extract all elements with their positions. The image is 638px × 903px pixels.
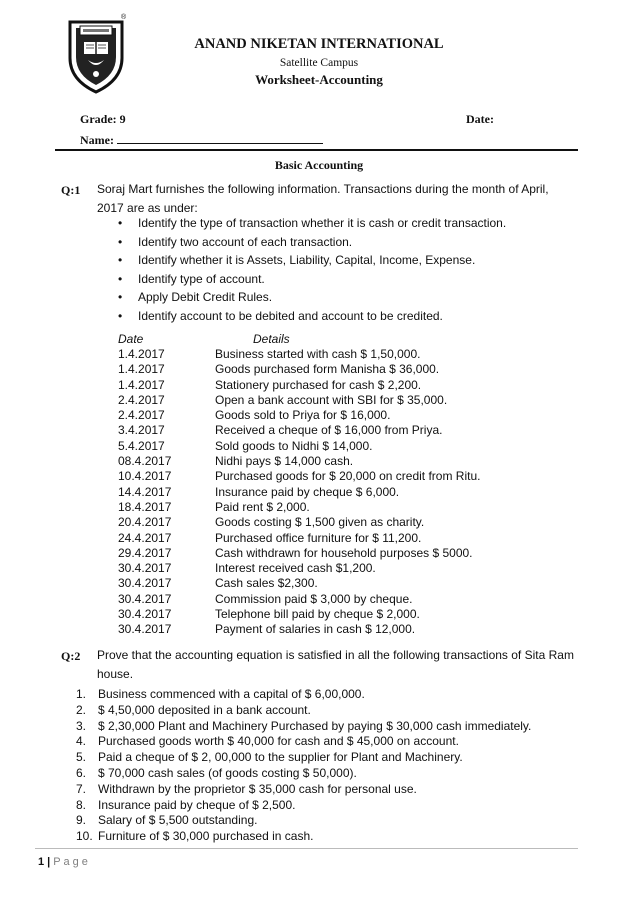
list-item: 1. Business commenced with a capital of $ 6,00,000.: [76, 687, 365, 701]
table-row: 20.4.2017 Goods costing $ 1,500 given as charity.: [118, 515, 425, 530]
bullet-marker: •: [118, 253, 123, 267]
table-row: 1.4.2017 Goods purchased form Manisha $ 36,000.: [118, 362, 440, 377]
col-date-header: Date: [118, 332, 144, 346]
list-item: 3. $ 2,30,000 Plant and Machinery Purchased by paying $ 30,000 cash immediately.: [76, 718, 532, 733]
q2-text: Prove that the accounting equation is satisfied in all the following transactions of Sita Ram house.: [97, 648, 574, 681]
table-row: 30.4.2017 Payment of salaries in cash $ 12,000.: [118, 622, 416, 637]
q1-label: Q:1: [61, 183, 81, 197]
section-title: Basic Accounting: [274, 158, 364, 172]
q1-instructions: [118, 214, 506, 325]
list-item: 9. Salary of $ 5,500 outstanding.: [76, 813, 258, 828]
q2-transactions-list: [76, 687, 531, 845]
table-row: 30.4.2017 Commission paid $ 3,000 by cheque.: [118, 591, 413, 606]
name-label: Name:: [80, 133, 114, 147]
table-row: 08.4.2017 Nidhi pays $ 14,000 cash.: [118, 454, 354, 469]
school-name: ANAND NIKETAN INTERNATIONAL: [194, 36, 444, 52]
transactions-table: [118, 347, 481, 638]
list-item: 10. Furniture of $ 30,000 purchased in cash.: [76, 829, 314, 844]
transactions-header: [118, 332, 290, 346]
bullet-marker: •: [118, 308, 123, 323]
list-item: 8. Insurance paid by cheque of $ 2,500.: [76, 797, 296, 812]
table-row: 1.4.2017 Business started with cash $ 1,50,000.: [118, 347, 421, 361]
table-row: 30.4.2017 Telephone bill paid by cheque $ 2,000.: [118, 607, 420, 622]
q1-text: Soraj Mart furnishes the following information. Transactions during the month of April, 2017 are as under:: [97, 182, 549, 215]
table-row: 3.4.2017 Received a cheque of $ 16,000 from Priya.: [118, 423, 443, 438]
table-row: 2.4.2017 Goods sold to Priya for $ 16,000.: [118, 408, 391, 423]
list-item: 7. Withdrawn by the proprietor $ 35,000 cash for personal use.: [76, 781, 417, 796]
footer-divider: [35, 848, 578, 849]
instruction-item: • Identify account to be debited and account to be credited.: [118, 307, 506, 326]
table-row: 1.4.2017 Stationery purchased for cash $ 2,200.: [118, 377, 422, 392]
list-item: 6. $ 70,000 cash sales (of goods costing $ 50,000).: [76, 765, 357, 780]
instruction-item: • Identify the type of transaction whether it is cash or credit transaction.: [118, 214, 506, 233]
list-item: 2. $ 4,50,000 deposited in a bank account.: [76, 702, 311, 717]
page-number: 1: [38, 856, 45, 868]
instruction-item: • Identify two account of each transaction.: [118, 233, 506, 252]
table-row: 5.4.2017 Sold goods to Nidhi $ 14,000.: [118, 438, 373, 453]
grade-label: Grade: 9: [80, 112, 126, 126]
campus-name: Satellite Campus: [279, 57, 359, 69]
bullet-marker: •: [118, 271, 123, 286]
bullet-marker: •: [118, 216, 123, 230]
table-row: 18.4.2017 Paid rent $ 2,000.: [118, 499, 310, 514]
date-label: Date:: [466, 112, 494, 126]
header-divider: [55, 149, 578, 151]
table-row: 29.4.2017 Cash withdrawn for household purposes $ 5000.: [118, 545, 473, 560]
page-footer: [38, 856, 91, 868]
table-row: 10.4.2017 Purchased goods for $ 20,000 on credit from Ritu.: [118, 469, 481, 484]
footer-separator: |: [47, 856, 51, 868]
instruction-item: • Identify whether it is Assets, Liability, Capital, Income, Expense.: [118, 251, 506, 270]
worksheet-title: Worksheet-Accounting: [255, 72, 383, 87]
instruction-item: • Apply Debit Credit Rules.: [118, 288, 506, 307]
list-item: 5. Paid a cheque of $ 2, 00,000 to the supplier for Plant and Machinery.: [76, 750, 463, 765]
table-row: 2.4.2017 Open a bank account with SBI for $ 35,000.: [118, 392, 448, 407]
instruction-item: • Identify type of account.: [118, 270, 506, 289]
page-word: Page: [53, 856, 91, 868]
col-details-header: Details: [253, 332, 290, 346]
bullet-marker: •: [118, 234, 123, 249]
q2-label: Q:2: [61, 649, 81, 663]
table-row: 30.4.2017 Interest received cash $1,200.: [118, 561, 376, 576]
table-row: 30.4.2017 Cash sales $2,300.: [118, 576, 318, 591]
table-row: 24.4.2017 Purchased office furniture for $ 11,200.: [118, 530, 422, 545]
table-row: 14.4.2017 Insurance paid by cheque $ 6,000.: [118, 484, 400, 499]
list-item: 4. Purchased goods worth $ 40,000 for cash and $ 45,000 on account.: [76, 734, 459, 749]
name-field: [80, 133, 323, 148]
name-blank-line: [117, 133, 323, 144]
registered-mark: ®: [121, 14, 127, 21]
bullet-marker: •: [118, 290, 123, 304]
